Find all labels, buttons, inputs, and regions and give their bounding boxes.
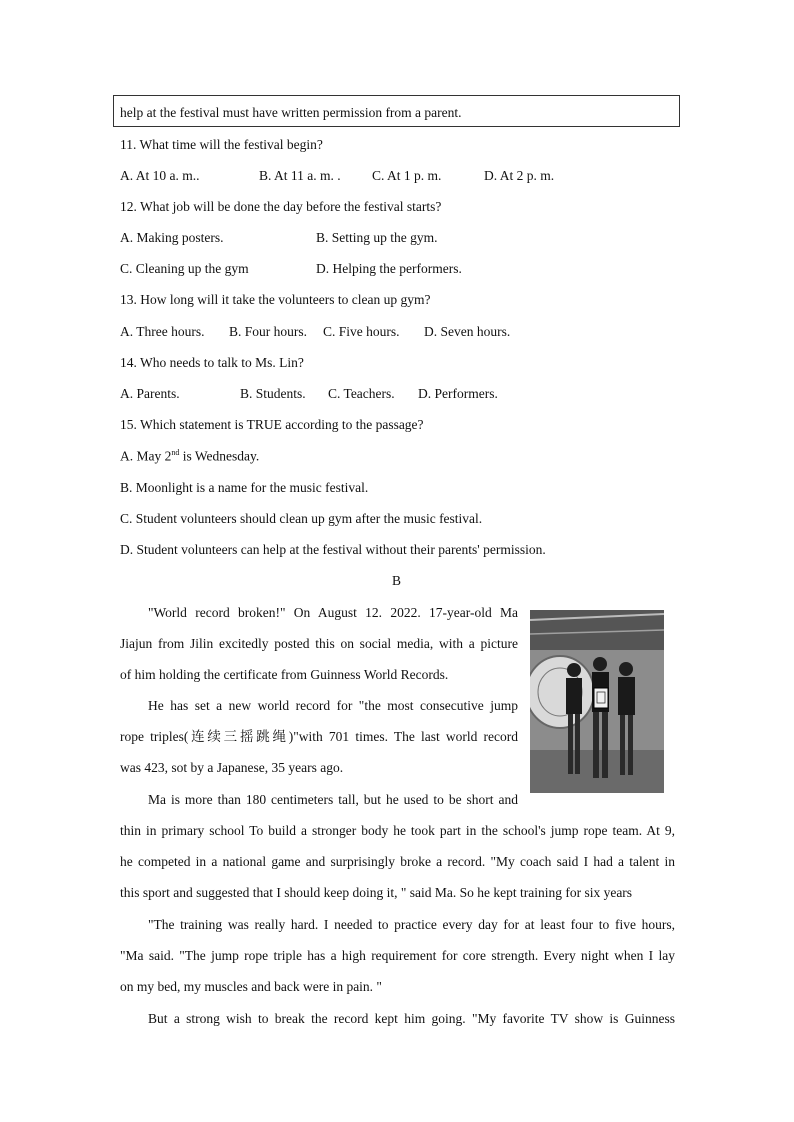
q15-option-c: C. Student volunteers should clean up gym after the music festival.	[120, 511, 483, 526]
p1-line-1: "World record broken!" On August 12. 2022. 17-year-old Ma	[148, 605, 518, 620]
q13-option-c: C. Five hours.	[323, 324, 400, 339]
q14-option-d: D. Performers.	[418, 386, 498, 401]
question-14: 14. Who needs to talk to Ms. Lin?	[120, 355, 304, 370]
p4-line-3: on my bed, my muscles and back were in pain. "	[120, 979, 382, 994]
q15-option-a	[120, 448, 259, 465]
q14-option-a: A. Parents.	[120, 386, 180, 401]
q11-option-b: B. At 11 a. m. .	[259, 168, 341, 183]
q13-option-b: B. Four hours.	[229, 324, 308, 339]
q13-option-d: D. Seven hours.	[424, 324, 511, 339]
q15-option-b: B. Moonlight is a name for the music festival.	[120, 480, 369, 495]
question-11: 11. What time will the festival begin?	[120, 137, 323, 152]
passage-paragraph-1	[120, 597, 518, 690]
q15-option-a-sup: nd	[171, 448, 180, 457]
p4-line-2: "Ma said. "The jump rope triple has a high requirement for core strength. Every night when I lay	[120, 948, 675, 963]
q12-option-c: C. Cleaning up the gym	[120, 261, 249, 276]
q12-option-a: A. Making posters.	[120, 230, 224, 245]
p3-line-4: this sport and suggested that I should keep doing it, " said Ma. So he kept training for six years	[120, 885, 633, 900]
q14-option-b: B. Students.	[240, 386, 306, 401]
q15-option-a-tail: is Wednesday.	[179, 448, 260, 464]
p3-line-3: he competed in a national game and surprisingly broke a record. "My coach said I had a talent in	[120, 854, 675, 869]
photo-illustration	[530, 610, 664, 793]
p2-line-2: rope triples(连续三摇跳绳)"with 701 times. The last world record	[120, 729, 518, 744]
p2-line-1: He has set a new world record for "the most consecutive jump	[148, 698, 518, 713]
passage-paragraph-5	[120, 1003, 675, 1034]
p3-line-1: Ma is more than 180 centimeters tall, but he used to be short and	[148, 792, 518, 807]
question-15: 15. Which statement is TRUE according to the passage?	[120, 417, 424, 432]
q15-option-d: D. Student volunteers can help at the festival without their parents' permission.	[120, 542, 546, 557]
carryover-text: help at the festival must have written permission from a parent.	[120, 105, 462, 120]
p5-line-1: But a strong wish to break the record kept him going. "My favorite TV show is Guinness	[148, 1011, 675, 1026]
q14-option-c: C. Teachers.	[328, 386, 395, 401]
question-12: 12. What job will be done the day before the festival starts?	[120, 199, 442, 214]
q13-option-a: A. Three hours.	[120, 324, 205, 339]
section-label: B	[392, 573, 402, 588]
q11-option-a: A. At 10 a. m..	[120, 168, 200, 183]
p1-line-3: of him holding the certificate from Guinness World Records.	[120, 667, 449, 682]
passage-paragraph-2	[120, 690, 518, 783]
q12-option-d: D. Helping the performers.	[316, 261, 462, 276]
passage-paragraph-4	[120, 909, 675, 1002]
p2-line-3: was 423, sot by a Japanese, 35 years ago.	[120, 760, 344, 775]
q15-option-a-text: A. May 2	[120, 448, 172, 464]
passage-paragraph-3	[120, 784, 675, 908]
p4-line-1: "The training was really hard. I needed to practice every day for at least four to five hours,	[148, 917, 675, 932]
p1-line-2: Jiajun from Jilin excitedly posted this on social media, with a picture	[120, 636, 518, 651]
question-13: 13. How long will it take the volunteers to clean up gym?	[120, 292, 431, 307]
q11-option-d: D. At 2 p. m.	[484, 168, 555, 183]
q11-option-c: C. At 1 p. m.	[372, 168, 442, 183]
carryover-text-box	[113, 95, 680, 127]
p3-line-2: thin in primary school To build a stronger body he took part in the school's jump rope team. At 9,	[120, 823, 675, 838]
guinness-certificate-photo	[530, 610, 664, 793]
q12-option-b: B. Setting up the gym.	[316, 230, 438, 245]
